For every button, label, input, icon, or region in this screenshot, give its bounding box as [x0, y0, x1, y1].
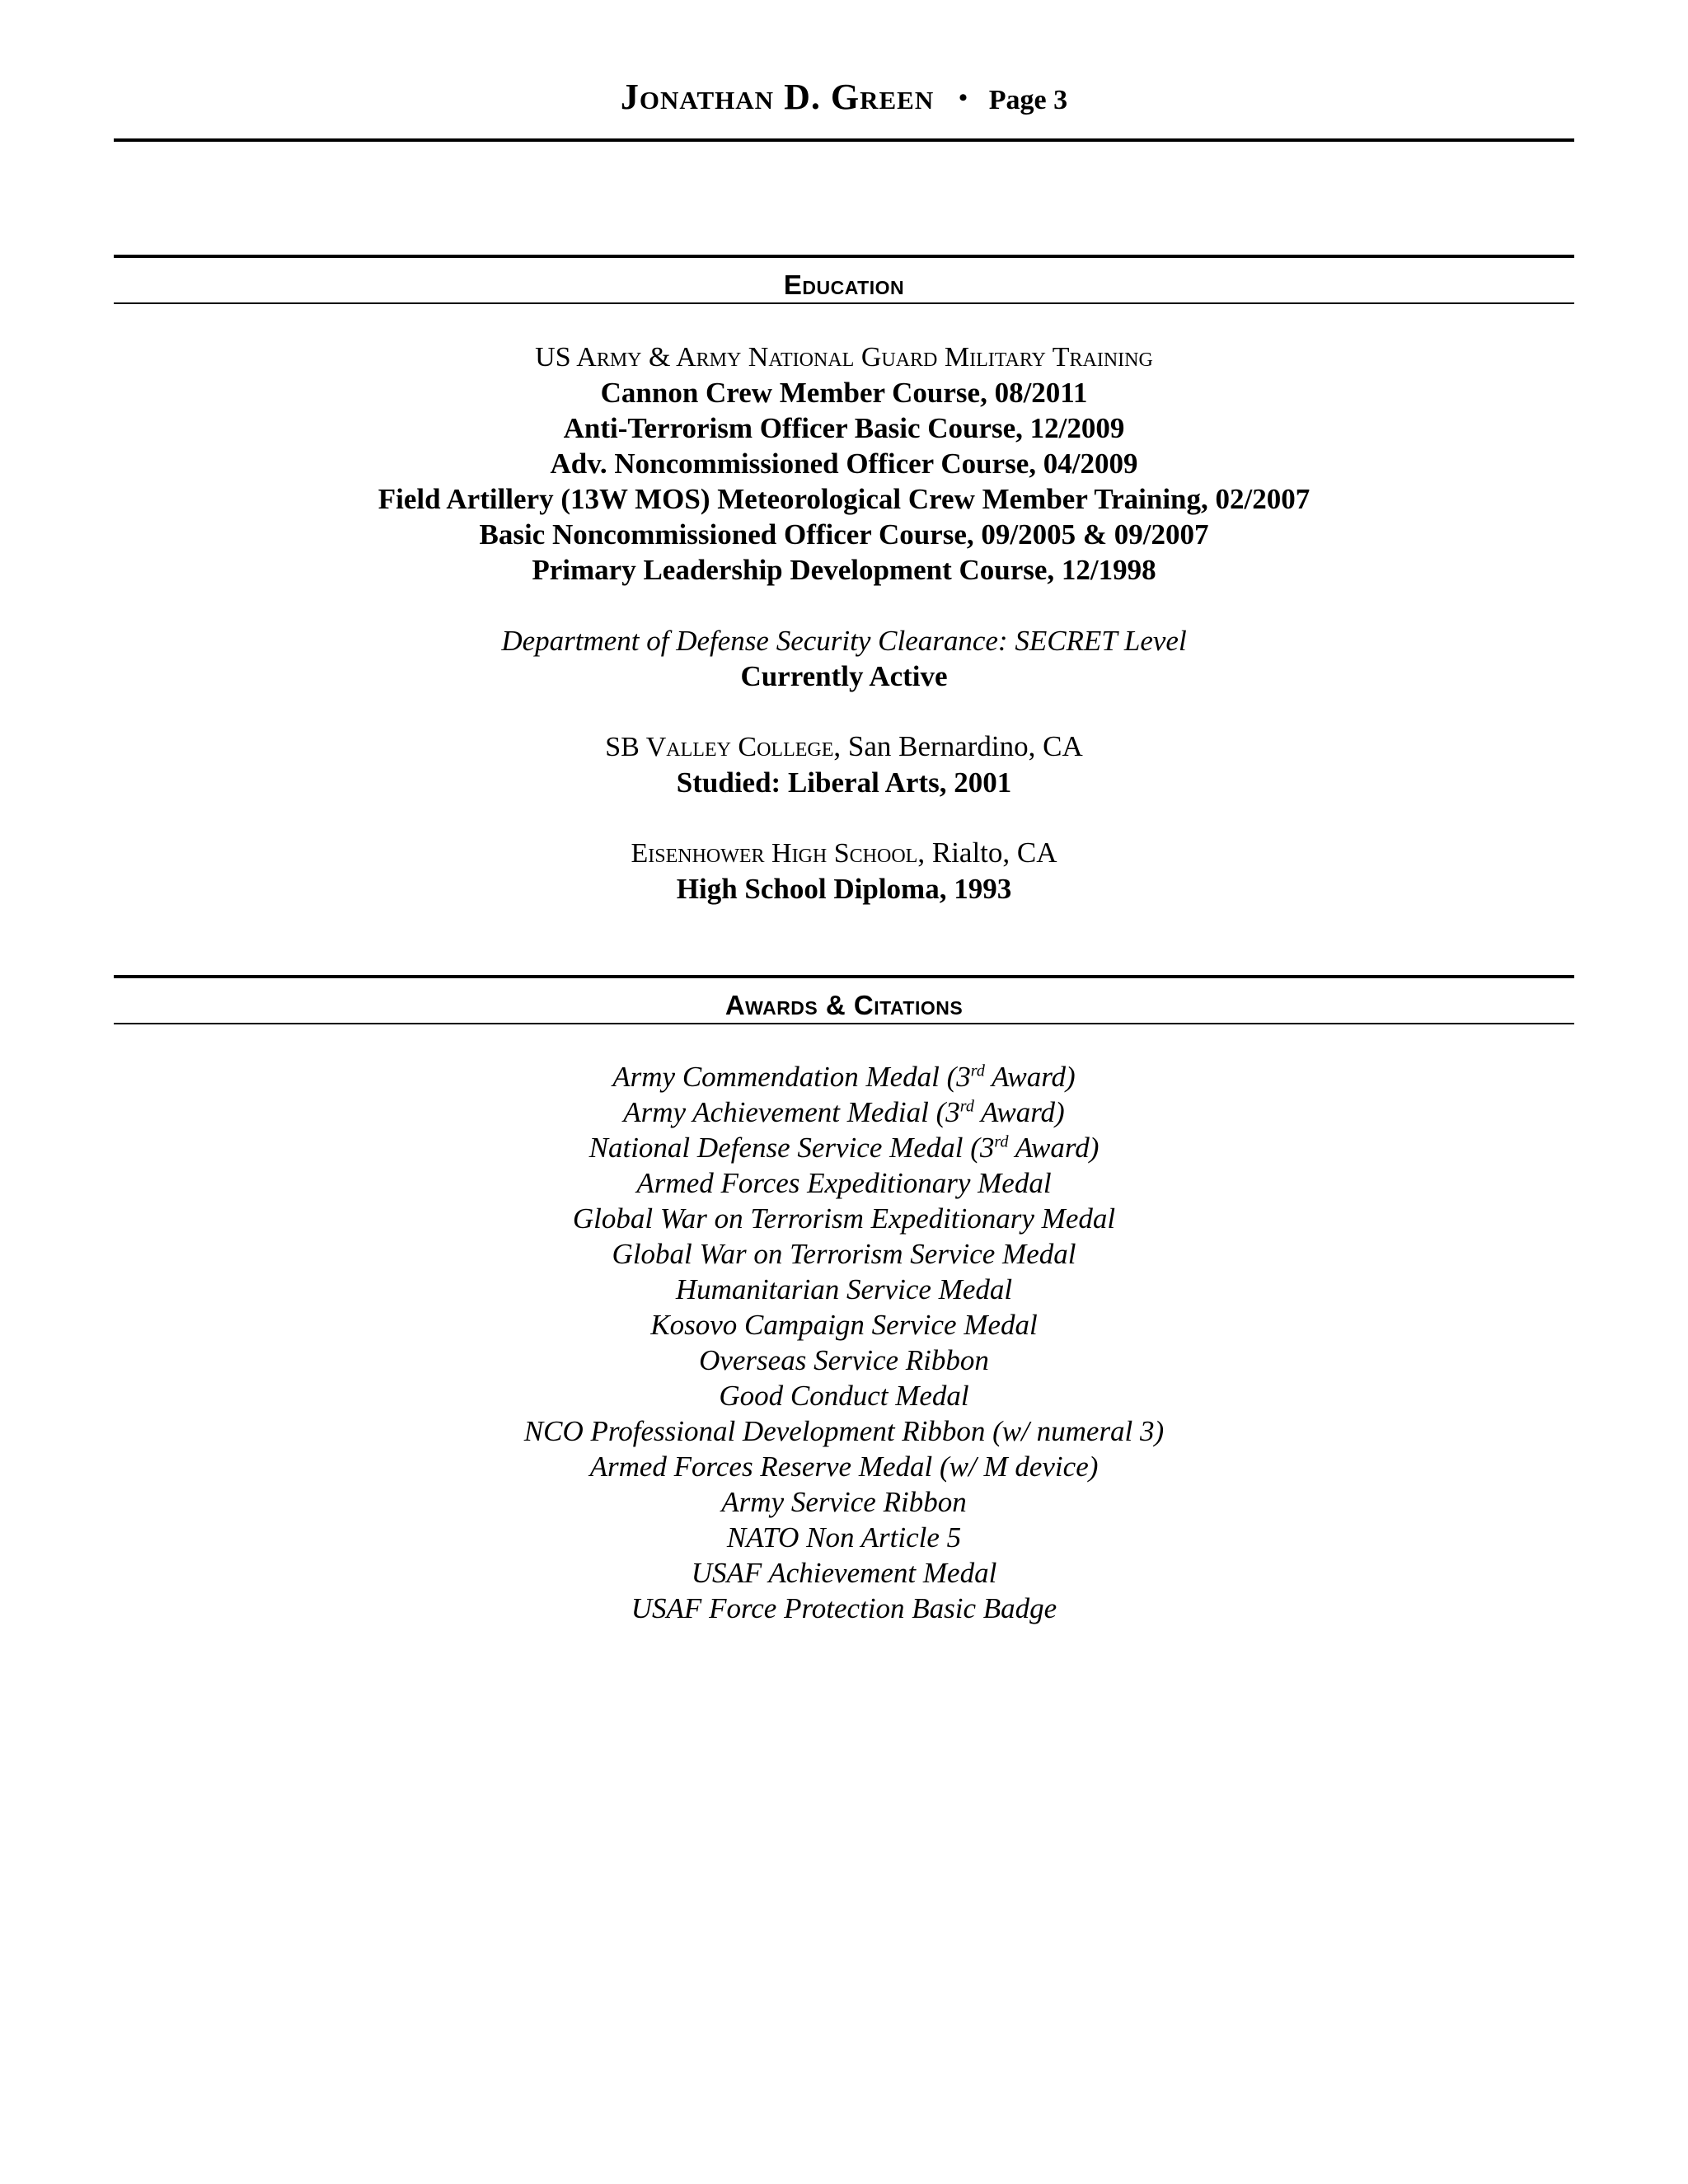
- award-superscript: rd: [994, 1132, 1009, 1151]
- course-item: Primary Leadership Development Course, 12/1998: [532, 554, 1156, 586]
- award-item: NATO Non Article 5: [726, 1521, 962, 1554]
- award-item: USAF Force Protection Basic Badge: [631, 1592, 1057, 1624]
- award-item: Army Service Ribbon: [721, 1486, 967, 1518]
- military-training-institution: US Army & Army National Guard Military Training: [535, 342, 1153, 373]
- education-bottom-rule: [114, 302, 1574, 304]
- awards-top-rule: [114, 975, 1574, 978]
- clearance-label: Department of Defense Security Clearance: SECRET Level: [501, 625, 1187, 657]
- award-text-tail: Award): [1008, 1132, 1100, 1164]
- section-title-awards: Awards & Citations: [724, 990, 964, 1020]
- high-school-name: Eisenhower High School: [631, 838, 918, 869]
- award-text-tail: Award): [984, 1061, 1076, 1093]
- course-item: Field Artillery (13W MOS) Meteorological Crew Member Training, 02/2007: [377, 483, 1311, 515]
- award-item: USAF Achievement Medal: [691, 1557, 997, 1589]
- award-item: [114, 1130, 1574, 1165]
- award-superscript: rd: [970, 1062, 985, 1080]
- award-item: Kosovo Campaign Service Medal: [650, 1309, 1038, 1341]
- college-block: [114, 729, 1574, 800]
- award-item: Humanitarian Service Medal: [675, 1273, 1013, 1305]
- award-text: Army Commendation Medal (3: [612, 1061, 971, 1093]
- college-detail: Studied: Liberal Arts, 2001: [676, 766, 1012, 799]
- award-item: Global War on Terrorism Expeditionary Medal: [572, 1202, 1116, 1235]
- award-item: Global War on Terrorism Service Medal: [612, 1238, 1076, 1270]
- award-item: [114, 1059, 1574, 1094]
- military-training-block: [114, 340, 1574, 588]
- award-item: [114, 1094, 1574, 1130]
- candidate-name: Jonathan D. Green: [620, 77, 935, 117]
- awards-bottom-rule: [114, 1023, 1574, 1024]
- page-header: [114, 79, 1574, 115]
- college-location: , San Bernardino, CA: [833, 730, 1083, 762]
- bullet-separator: •: [959, 84, 968, 111]
- college-line: [114, 729, 1574, 765]
- award-item: Armed Forces Reserve Medal (w/ M device): [589, 1451, 1099, 1483]
- award-item: Good Conduct Medal: [719, 1380, 969, 1412]
- high-school-detail: High School Diploma, 1993: [676, 873, 1012, 905]
- award-text-tail: Award): [973, 1096, 1065, 1128]
- award-superscript: rd: [959, 1097, 974, 1116]
- high-school-line: [114, 835, 1574, 871]
- award-item: Armed Forces Expeditionary Medal: [636, 1167, 1052, 1199]
- high-school-block: [114, 835, 1574, 907]
- award-item: NCO Professional Development Ribbon (w/ numeral 3): [523, 1415, 1165, 1447]
- course-item: Anti-Terrorism Officer Basic Course, 12/2009: [563, 412, 1125, 444]
- course-item: Cannon Crew Member Course, 08/2011: [600, 377, 1088, 409]
- education-top-rule: [114, 255, 1574, 258]
- course-item: Basic Noncommissioned Officer Course, 09/2005 & 09/2007: [479, 518, 1209, 551]
- award-text: Army Achievement Medial (3: [623, 1096, 960, 1128]
- course-item: Adv. Noncommissioned Officer Course, 04/2009: [550, 448, 1138, 480]
- header-rule: [114, 138, 1574, 142]
- clearance-status: Currently Active: [740, 660, 948, 692]
- section-title-education: Education: [783, 269, 905, 300]
- awards-list: [114, 1059, 1574, 1626]
- high-school-location: , Rialto, CA: [917, 837, 1057, 869]
- page-number: Page 3: [988, 85, 1068, 115]
- clearance-block: [114, 623, 1574, 694]
- award-text: National Defense Service Medal (3: [588, 1132, 995, 1164]
- award-item: Overseas Service Ribbon: [699, 1344, 989, 1376]
- college-name: SB Valley College: [605, 732, 834, 762]
